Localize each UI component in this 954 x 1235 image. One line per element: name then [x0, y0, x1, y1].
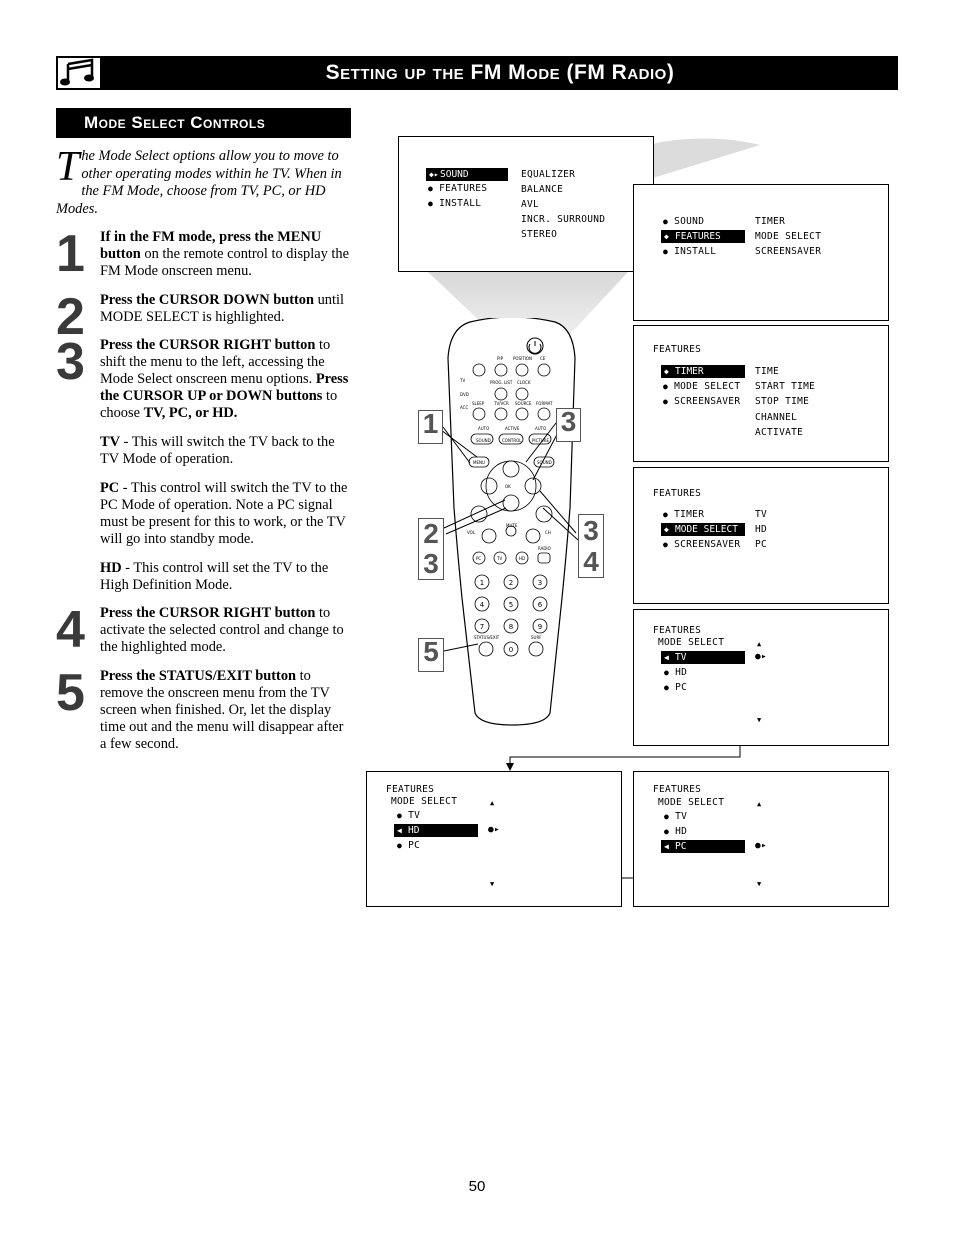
digit-button: 7 [479, 623, 485, 631]
remote-label-clock: CLOCK [517, 380, 531, 385]
menu-item-highlighted [661, 523, 745, 536]
menu-item: ● PC [664, 682, 687, 693]
step-bold: Press the CURSOR DOWN button [100, 292, 315, 308]
menu-header: FEATURES [653, 625, 702, 636]
remote-label-control: CONTROL [502, 438, 522, 443]
step-number: 3 [56, 333, 83, 391]
menu-subheader: MODE SELECT [658, 637, 725, 648]
cursor-arrows-icon: ●▸ [488, 824, 501, 835]
option-term: PC [100, 480, 120, 496]
digit-button: 3 [537, 579, 543, 587]
step-text: to shift the menu to the left, accessing the Mode Select onscreen menu options. [100, 337, 331, 387]
remote-label-format: FORMAT [536, 401, 553, 406]
menu-header: FEATURES [653, 344, 702, 355]
step-number: 2 [56, 288, 83, 346]
remote-label-tv: TV [497, 556, 503, 561]
menu-subitem: MODE SELECT [755, 231, 822, 242]
arrow-down-icon: ▼ [757, 716, 762, 724]
option-text: - This control will switch the TV to the PC Mode of operation. Note a PC signal must be present for this to work, or the TV will go into standby mode. [100, 480, 348, 547]
menu-item: ● SOUND [663, 216, 704, 227]
menu-subitem: BALANCE [521, 184, 564, 195]
menu-item-label: PC [675, 841, 687, 852]
menu-item: ● MODE SELECT [663, 381, 740, 392]
callout-number: 4 [583, 546, 599, 577]
cursor-arrows-icon: ◆ [664, 232, 669, 241]
menu-item: ● SCREENSAVER [663, 539, 740, 550]
remote-label-dvd: DVD [460, 392, 469, 397]
step-text: to remove the onscreen menu from the TV screen when finished. Or, let the display time out and the menu will disappear after a few second. [100, 668, 344, 752]
callout-number: 5 [418, 638, 444, 672]
menu-subitem: INCR. SURROUND [521, 214, 606, 225]
menu-subitem: START TIME [755, 381, 816, 392]
menu-header: FEATURES [653, 784, 702, 795]
cursor-arrows-icon: ◆ [664, 367, 669, 376]
arrow-up-icon: ▲ [757, 800, 762, 808]
intro-text: he Mode Select options allow you to move to other operating modes within he TV. When in the FM Mode, choose from TV, PC, or HD Modes. [56, 148, 342, 217]
menu-subitem: STOP TIME [755, 396, 810, 407]
arrow-left-icon: ◀ [397, 826, 402, 835]
cursor-arrows-icon: ●▸ [755, 651, 768, 662]
remote-label-position: POSITION [513, 356, 533, 361]
arrow-up-icon: ▲ [757, 640, 762, 648]
menu-item: ● FEATURES [428, 183, 487, 194]
menu-header: FEATURES [653, 488, 702, 499]
digit-button: 4 [479, 601, 485, 609]
step-bold: Press the STATUS/EXIT button [100, 668, 297, 684]
remote-label-tv: TV [460, 378, 466, 383]
remote-label-ok: OK [505, 484, 511, 489]
digit-button: 0 [508, 646, 514, 654]
remote-label-menu: MENU [473, 460, 485, 465]
menu-item-label: TIMER [675, 366, 704, 377]
callout-number: 3 [423, 548, 439, 579]
remote-label-sound: SOUND [476, 438, 491, 443]
menu-item-highlighted [394, 824, 478, 837]
callout-number-stack [578, 514, 604, 578]
remote-label-auto: AUTO [535, 426, 547, 431]
menu-item: ● HD [664, 667, 687, 678]
remote-label-radio: RADIO [538, 546, 551, 551]
menu-subitem: STEREO [521, 229, 558, 240]
callout-number-stack [418, 518, 444, 580]
menu-item: ● PC [397, 840, 420, 851]
menu-subitem: PC [755, 539, 768, 550]
digit-button: 1 [479, 579, 485, 587]
callout-number: 2 [423, 518, 439, 549]
menu-item-label: FEATURES [675, 231, 721, 242]
arrow-left-icon: ◀ [664, 653, 669, 662]
onscreen-menu-pc-selected [633, 771, 889, 907]
menu-item-highlighted [661, 365, 745, 378]
step-number: 4 [56, 601, 83, 659]
menu-subitem: EQUALIZER [521, 169, 576, 180]
menu-item: ● TV [397, 810, 420, 821]
digit-button: 2 [508, 579, 514, 587]
menu-item: ● HD [664, 826, 687, 837]
menu-item-label: SOUND [440, 169, 469, 180]
onscreen-menu-features [633, 184, 889, 321]
menu-subitem: AVL [521, 199, 540, 210]
menu-item: ● TIMER [663, 509, 704, 520]
menu-item-label: HD [408, 825, 420, 836]
callout-number: 3 [556, 408, 581, 442]
arrow-down-icon: ▼ [757, 880, 762, 888]
menu-header: FEATURES [386, 784, 435, 795]
menu-subitem: TV [755, 509, 768, 520]
arrow-down-icon: ▼ [490, 880, 495, 888]
page-number: 50 [468, 1178, 486, 1195]
remote-label-sound: SOUND [537, 460, 552, 465]
remote-label-mute: MUTE [506, 523, 518, 528]
step-text: to choose [100, 388, 338, 421]
step-number: 1 [56, 225, 83, 283]
step-bold: Press the CURSOR UP or DOWN buttons [100, 371, 349, 404]
remote-label-status: STATUS/EXIT [474, 635, 500, 640]
remote-label-prog-list: PROG. LIST [490, 380, 513, 385]
menu-item-highlighted [661, 651, 745, 664]
arrow-up-icon: ▲ [490, 799, 495, 807]
step-bold: TV, PC, or HD. [143, 405, 238, 421]
menu-item-highlighted [661, 230, 745, 243]
cursor-arrows-icon: ◆▸ [429, 170, 439, 179]
menu-item: ● INSTALL [428, 198, 481, 209]
remote-label-surf: SURF [531, 635, 542, 640]
menu-item-highlighted [426, 168, 508, 181]
step-text: until MODE SELECT is highlighted. [100, 292, 344, 325]
remote-label-ce: CE [540, 356, 546, 361]
cursor-arrows-icon: ●▸ [755, 840, 768, 851]
onscreen-menu-hd-selected [366, 771, 622, 907]
callout-number: 3 [583, 515, 599, 546]
step-text: to activate the selected control and change to the highlighted mode. [100, 605, 344, 655]
menu-item: ● TV [664, 811, 687, 822]
menu-subheader: MODE SELECT [658, 797, 725, 808]
remote-label-picture: PICTURE [532, 438, 550, 443]
cursor-arrows-icon: ◆ [664, 525, 669, 534]
menu-subitem: ACTIVATE [755, 427, 804, 438]
step-bold: If in the FM mode, press the MENU button [100, 229, 322, 262]
onscreen-menu-mode-select [633, 467, 889, 604]
step-number: 5 [56, 664, 83, 722]
onscreen-menu-tv-selected [633, 609, 889, 746]
section-title: Mode Select Controls [56, 108, 351, 138]
page-title: Setting up the FM Mode (FM Radio) [325, 61, 675, 84]
menu-item-label: MODE SELECT [675, 524, 738, 535]
menu-subitem: HD [755, 524, 768, 535]
step-text: on the remote control to display the FM Mode onscreen menu. [100, 246, 350, 279]
menu-subitem: TIME [755, 366, 780, 377]
menu-subitem: CHANNEL [755, 412, 798, 423]
digit-button: 6 [537, 601, 543, 609]
step-bold: Press the CURSOR RIGHT button [100, 605, 316, 621]
menu-item: ● SCREENSAVER [663, 396, 740, 407]
remote-label-auto: AUTO [478, 426, 490, 431]
option-term: TV [100, 434, 120, 450]
menu-subheader: MODE SELECT [391, 796, 458, 807]
remote-label-sleep: SLEEP [472, 401, 485, 406]
arrow-left-icon: ◀ [664, 842, 669, 851]
remote-label-ch: CH [545, 530, 551, 535]
menu-subitem: TIMER [755, 216, 786, 227]
option-term: HD [100, 560, 122, 576]
callout-number: 1 [418, 410, 443, 444]
remote-label-active: ACTIVE [505, 426, 520, 431]
remote-label-pip: PIP [497, 356, 504, 361]
digit-button: 8 [508, 623, 514, 631]
remote-label-source: SOURCE [515, 401, 532, 406]
dropcap: T [56, 144, 80, 190]
remote-label-vol: VOL [467, 530, 476, 535]
digit-button: 9 [537, 623, 543, 631]
option-text: - This control will set the TV to the High Definition Mode. [100, 560, 329, 593]
step-bold: Press the CURSOR RIGHT button [100, 337, 316, 353]
onscreen-menu-sound [398, 136, 654, 272]
remote-label-acc: ACC [460, 405, 469, 410]
remote-label-hd: HD [519, 556, 526, 561]
digit-button: 5 [508, 601, 514, 609]
option-text: - This will switch the TV back to the TV Mode of operation. [100, 434, 335, 467]
remote-label-pc: PC [476, 556, 482, 561]
menu-subitem: SCREENSAVER [755, 246, 822, 257]
remote-label-tv-vcr: TV/VCR [494, 401, 509, 406]
menu-item-highlighted [661, 840, 745, 853]
menu-item-label: TV [675, 652, 687, 663]
menu-item: ● INSTALL [663, 246, 716, 257]
onscreen-menu-timer [633, 325, 889, 462]
